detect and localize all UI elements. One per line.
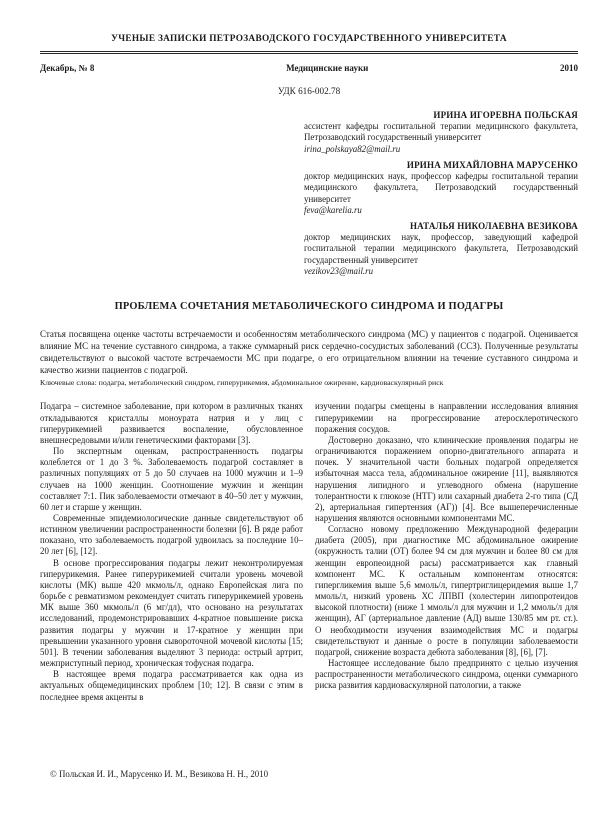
body-paragraph: В настоящее время подагра рассматривается как одна из актуальных общемедицинских проблем [10; 12]. В связи с этим в последнее время акценты в: [40, 669, 303, 702]
body-column-right: [315, 401, 578, 702]
body-paragraph: Настоящее исследование было предпринято с целью изучения распространенности метаболического синдрома, оценки суммарного риска развития кардиоваскулярной патологии, а также: [315, 658, 578, 691]
body-paragraph: Подагра – системное заболевание, при котором в различных тканях откладываются кристаллы моноурата натрия и у лиц с гиперурикемией развивается воспаление, обусловленное внешнесредовыми и/или генетическими факторами [3].: [40, 401, 303, 445]
article-abstract: Статья посвящена оценке частоты встречаемости и особенностям метаболического синдрома (МС) у пациентов с подагрой. Оценивается влияние МС на течение суставного синдрома, а также суммарный риск сердечно-сосудистых заболеваний (ССЗ). Полученные результаты свидетельствуют о высокой частоте встречаемости МС при подагре, о его отрицательном влиянии на течение суставного синдрома и качество жизни пациентов с подагрой.: [40, 329, 578, 375]
author-name: ИРИНА ИГОРЕВНА ПОЛЬСКАЯ: [433, 110, 578, 120]
header-rule: [40, 51, 578, 54]
article-keywords: Ключевые слова: подагра, метаболический синдром, гиперурикемия, абдоминальное ожирение, кардиоваскулярный риск: [40, 378, 444, 388]
body-paragraph: Современные эпидемиологические данные свидетельствуют об истинном увеличении распространенности болезни [6]. В ряде работ показано, что заболеваемость подагрой удвоилась за последние 10–20 лет [6], [12].: [40, 513, 303, 557]
article-body: [40, 401, 578, 702]
journal-header: [40, 34, 578, 96]
body-paragraph: По экспертным оценкам, распространенность подагры колеблется от 1 до 3 %. Заболеваемость подагрой составляет в различных популяциях от 5 до 50 случаев на 1000 мужчин и 1–9 случаев на 1000 женщин. Соотношение мужчин и женщин составляет 7:1. Пик заболеваемости отмечают в 40–50 лет у мужчин, 60 лет и старше у женщин.: [40, 446, 303, 512]
copyright-line: © Польская И. И., Марусенко И. М., Везикова Н. Н., 2010: [50, 769, 269, 779]
year-label: 2010: [560, 63, 578, 73]
author-name: ИРИНА МИХАЙЛОВНА МАРУСЕНКО: [406, 159, 578, 170]
author-name: НАТАЛЬЯ НИКОЛАЕВНА ВЕЗИКОВА: [409, 221, 578, 232]
author-affiliation: доктор медицинских наук, профессор кафедры госпитальной терапии медицинского факультета, Петрозаводский государственный университет: [304, 170, 578, 204]
issue-row: [40, 63, 578, 73]
article-title: ПРОБЛЕМА СОЧЕТАНИЯ МЕТАБОЛИЧЕСКОГО СИНДРОМА И ПОДАГРЫ: [114, 301, 504, 313]
author-affiliation: доктор медицинских наук, профессор, заведующий кафедрой госпитальной терапии медицинского факультета, Петрозаводский государственный университет: [304, 232, 578, 265]
journal-masthead: УЧЕНЫЕ ЗАПИСКИ ПЕТРОЗАВОДСКОГО ГОСУДАРСТВЕННОГО УНИВЕРСИТЕТА: [111, 34, 507, 44]
body-paragraph: изучении подагры смещены в направлении исследования влияния гиперурикемии на прогрессирование атеросклеротического поражения сосудов.: [315, 401, 578, 434]
body-column-left: [40, 401, 303, 702]
body-paragraph: Согласно новому предложению Международной федерации диабета (2005), при диагностике МС абдоминальное ожирение (окружность талии (ОТ) более 94 см для мужчин и более 80 см для женщин европеоидной расы) рассматривается как главный компонент МС. К остальным компонентам относятся: гипергликемия выше 5,6 ммоль/л, гипертриглицеридемия выше 1,7 ммоль/л, низкий уровень ХС ЛПВП (холестерин липопротеидов высокой плотности) (ниже 1 ммоль/л для мужчин и 1,2 ммоль/л для женщин), АГ (артериальное давление (АД) выше 130/85 мм рт. ст.). О необходимости изучения взаимодействия МС и подагры свидетельствуют и данные о росте в популяции заболеваемости подагрой, снижение возраста дебюта заболевания [8], [6], [7].: [315, 524, 578, 657]
author-affiliation: ассистент кафедры госпитальной терапии медицинского факультета, Петрозаводский государственный университет: [304, 121, 578, 143]
author-email: feva@karelia.ru: [304, 205, 362, 216]
udc-code: УДК 616-002.78: [277, 86, 341, 96]
issue-label: Декабрь, № 8: [40, 63, 95, 73]
author-email: irina_polskaya82@mail.ru: [304, 143, 401, 154]
authors-block: [304, 110, 578, 277]
author-block: [304, 221, 578, 277]
author-email: vezikov23@mail.ru: [304, 266, 374, 277]
body-paragraph: Достоверно доказано, что клинические проявления подагры не ограничиваются поражением опорно-двигательного аппарата и почек. У значительной части больных подагрой определяется избыточная масса тела, абдоминальное ожирение [11], выявляются нарушения липидного и углеводного обмена (нарушение толерантности к глюкозе (НТГ) или сахарный диабета 2-го типа (СД 2), артериальная гипертензия (АГ)) [4]. Все вышеперечисленные нарушения являются основными компонентами МС.: [315, 434, 578, 523]
author-block: [304, 160, 578, 216]
author-block: [304, 110, 578, 155]
section-label: Медицинские науки: [286, 63, 369, 73]
body-paragraph: В основе прогрессирования подагры лежит неконтролируемая гиперурикемия. Ранее гиперурикемией считали уровень мочевой кислоты (МК) выше 420 мкмоль/л, однако Европейская лига по борьбе с ревматизмом рекомендует считать гиперурикемией уровень МК выше 360 мкмоль/л (6 мг/дл), что основано на результатах исследований, продемонстрировавших 4-кратное повышение риска развития подагры у мужчин и 17-кратное у женщин при превышении указанного уровня сывороточной мочевой кислоты [15; 501]. В течении заболевания выделяют 3 периода: острый артрит, межприступный период, хроническая тофусная подагра.: [40, 557, 303, 669]
